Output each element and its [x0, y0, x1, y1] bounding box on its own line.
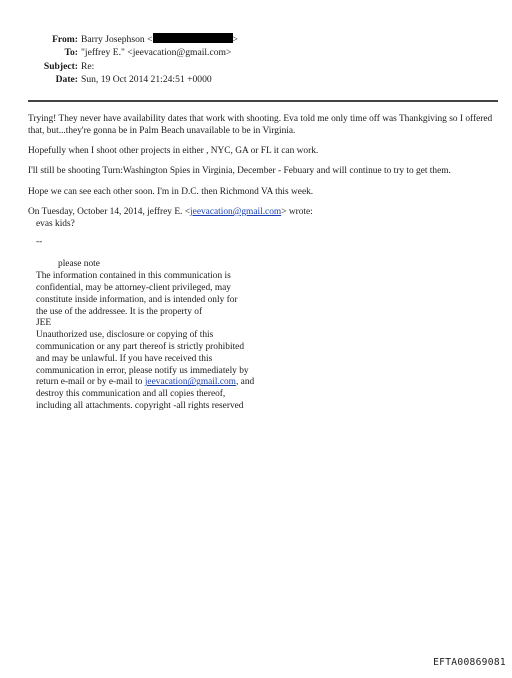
signature-line: including all attachments. copyright -all rights reserved: [36, 400, 244, 411]
signature-line: and may be unlawful. If you have received this: [36, 353, 213, 364]
from-close: >: [232, 34, 238, 45]
signature-line: The information contained in this communication is: [36, 271, 231, 282]
from-value: [81, 33, 238, 46]
quote-intro: [28, 207, 498, 219]
body-paragraph-2: Hopefully when I shoot other projects in either , NYC, GA or FL it can work.: [28, 146, 319, 157]
email-body: [28, 114, 498, 413]
quoted-line: evas kids?: [36, 218, 75, 229]
date-label: Date:: [55, 74, 78, 86]
signature-block: [36, 237, 498, 413]
signature-line: JEE: [36, 318, 52, 329]
signature-line: constitute inside information, and is intended only for: [36, 294, 238, 305]
signature-line: Unauthorized use, disclosure or copying of this: [36, 330, 214, 341]
from-name: Barry Josephson <: [81, 34, 153, 45]
from-label: From:: [52, 34, 78, 45]
quote-intro-email-link[interactable]: jeevacation@gmail.com: [190, 206, 282, 217]
signature-line: the use of the addressee. It is the property of: [36, 306, 203, 317]
email-header: [0, 33, 512, 87]
subject-label: Subject:: [43, 60, 78, 72]
body-paragraph-3: I'll still be shooting Turn:Washington Spies in Virginia, December - Febuary and will continue to try to get them.: [28, 166, 451, 177]
body-paragraph-4: Hope we can see each other soon. I'm in D.C. then Richmond VA this week.: [28, 186, 314, 197]
signature-line: confidential, may be attorney-client privileged, may: [36, 282, 231, 293]
subject-row: [0, 60, 512, 73]
header-divider: [28, 100, 498, 102]
quoted-message: [36, 219, 498, 413]
signature-return-suffix: , and: [235, 377, 255, 388]
to-row: [0, 46, 512, 59]
to-label: To:: [64, 47, 78, 59]
quote-intro-suffix: > wrote:: [281, 206, 313, 217]
body-paragraph-1: Trying! They never have availability dates that work with shooting. Eva told me only time off was Thankgiving so I offered that, but...they're gonna be in Palm Beach unavailable to be in Virginia.: [28, 114, 493, 136]
signature-dash: --: [36, 236, 43, 247]
signature-line: communication or any part thereof is strictly prohibited: [36, 341, 245, 352]
signature-line: communication in error, please notify us immediately by: [36, 365, 249, 376]
from-row: [0, 33, 512, 46]
subject-value: Re:: [81, 60, 95, 72]
date-row: [0, 73, 512, 86]
to-value: "jeffrey E." <jeevacation@gmail.com>: [81, 47, 232, 59]
signature-line: destroy this communication and all copies thereof,: [36, 389, 226, 400]
signature-email-link[interactable]: jeevacation@gmail.com: [144, 377, 236, 388]
signature-return-prefix: return e-mail or by e-mail to: [36, 377, 145, 388]
signature-return-line: [36, 377, 498, 389]
signature-note: please note: [58, 259, 100, 270]
quote-intro-prefix: On Tuesday, October 14, 2014, jeffrey E. <: [28, 206, 191, 217]
document-id: EFTA00869081: [433, 657, 506, 668]
redaction-box: [153, 33, 233, 43]
date-value: Sun, 19 Oct 2014 21:24:51 +0000: [81, 74, 212, 86]
